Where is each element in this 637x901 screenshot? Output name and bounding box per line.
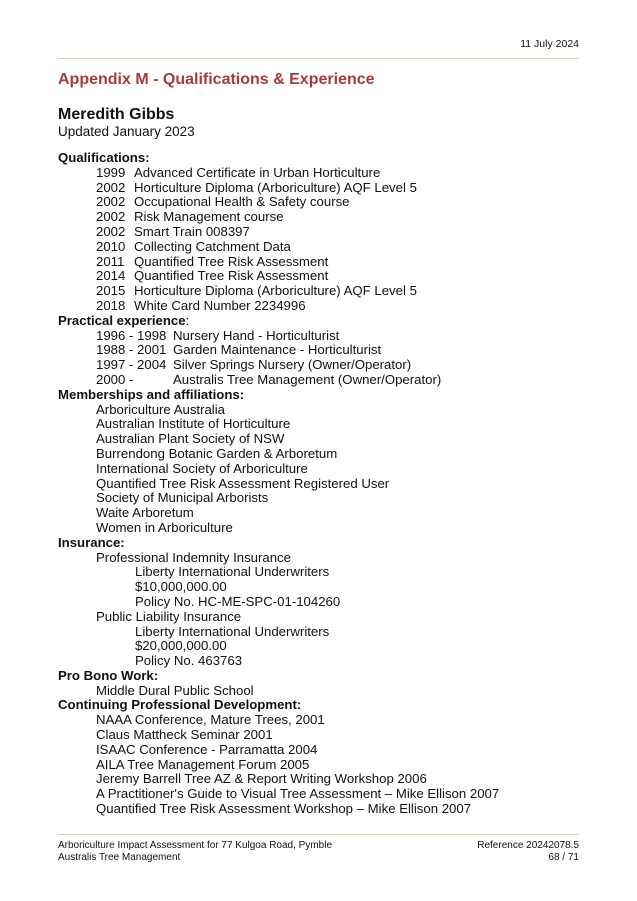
- list-item: [58, 225, 588, 240]
- list-item: AILA Tree Management Forum 2005: [96, 756, 310, 772]
- list-item: [58, 210, 588, 225]
- list-item: NAAA Conference, Mature Trees, 2001: [96, 712, 325, 728]
- insurance-amount: $10,000,000.00: [135, 579, 227, 595]
- qualification-year: 2002: [96, 194, 126, 210]
- qualification-year: 2018: [96, 297, 126, 313]
- qualification-year: 1999: [96, 164, 126, 180]
- cpd-list: [58, 713, 588, 817]
- qualification-text: White Card Number 2234996: [134, 297, 306, 313]
- qualification-year: 2010: [96, 238, 126, 254]
- list-item: Jeremy Barrell Tree AZ & Report Writing Workshop 2006: [96, 771, 427, 787]
- list-item: [58, 329, 588, 344]
- insurance-heading: Insurance:: [58, 534, 125, 550]
- qualification-text: Horticulture Diploma (Arboriculture) AQF Level 5: [134, 179, 417, 195]
- list-item: [58, 181, 588, 196]
- qualification-text: Collecting Catchment Data: [134, 238, 291, 254]
- qualifications-heading: Qualifications:: [58, 150, 150, 165]
- footer: [58, 840, 579, 864]
- qualification-text: Quantified Tree Risk Assessment: [134, 268, 329, 284]
- list-item: A Practitioner's Guide to Visual Tree Assessment – Mike Ellison 2007: [96, 786, 500, 802]
- experience-years: 1988 - 2001: [96, 342, 167, 358]
- footer-reference: Reference 20242078.5: [477, 840, 579, 851]
- list-item: [58, 358, 588, 373]
- footer-page-number: 68 / 71: [548, 852, 579, 863]
- pro-bono-heading: Pro Bono Work:: [58, 667, 159, 683]
- list-item: [58, 240, 588, 255]
- qualification-year: 2014: [96, 268, 126, 284]
- list-item: [58, 255, 588, 270]
- list-item: [58, 284, 588, 299]
- list-item: Waite Arboretum: [96, 505, 194, 521]
- qualification-text: Risk Management course: [134, 209, 284, 225]
- qualification-text: Horticulture Diploma (Arboriculture) AQF Level 5: [134, 283, 417, 299]
- list-item: ISAAC Conference - Parramatta 2004: [96, 741, 318, 757]
- list-item: Middle Dural Public School: [96, 682, 254, 698]
- insurance-title: Professional Indemnity Insurance: [96, 549, 291, 565]
- qualification-text: Smart Train 008397: [134, 223, 250, 239]
- list-item: Australian Plant Society of NSW: [96, 431, 285, 447]
- insurance-amount: $20,000,000.00: [135, 638, 227, 654]
- experience-text: Garden Maintenance - Horticulturist: [173, 342, 382, 358]
- list-item: International Society of Arboriculture: [96, 460, 308, 476]
- person-block: [58, 106, 195, 140]
- footer-divider: [58, 834, 579, 835]
- practical-heading-colon: :: [185, 312, 190, 328]
- list-item: Society of Municipal Arborists: [96, 490, 269, 506]
- list-item: Quantified Tree Risk Assessment Registered User: [96, 475, 390, 491]
- list-item: Quantified Tree Risk Assessment Workshop – Mike Ellison 2007: [96, 801, 472, 817]
- list-item: [58, 373, 588, 388]
- memberships-list: [58, 403, 588, 536]
- experience-text: Australis Tree Management (Owner/Operator): [173, 371, 442, 387]
- list-item: Australian Institute of Horticulture: [96, 416, 291, 432]
- experience-years: 1996 - 1998: [96, 327, 167, 343]
- list-item: Women in Arboriculture: [96, 519, 233, 535]
- insurance-underwriter: Liberty International Underwriters: [135, 564, 330, 580]
- experience-years: 2000 -: [96, 371, 134, 387]
- list-item: [58, 195, 588, 210]
- footer-report-title: Arboriculture Impact Assessment for 77 Kulgoa Road, Pymble: [58, 840, 333, 851]
- appendix-title: Appendix M - Qualifications & Experience: [58, 71, 375, 88]
- insurance-underwriter: Liberty International Underwriters: [135, 623, 330, 639]
- qualification-year: 2002: [96, 209, 126, 225]
- cpd-heading: Continuing Professional Development:: [58, 697, 302, 713]
- footer-company: Australis Tree Management: [58, 852, 181, 863]
- experience-text: Nursery Hand - Horticulturist: [173, 327, 340, 343]
- qualification-year: 2002: [96, 223, 126, 239]
- experience-years: 1997 - 2004: [96, 357, 167, 373]
- memberships-heading: Memberships and affiliations:: [58, 386, 245, 402]
- list-item: Claus Mattheck Seminar 2001: [96, 727, 273, 743]
- experience-text: Silver Springs Nursery (Owner/Operator): [173, 357, 412, 373]
- qualification-text: Occupational Health & Safety course: [134, 194, 350, 210]
- list-item: [58, 343, 588, 358]
- list-item: [58, 166, 588, 181]
- cv-content: [58, 151, 588, 817]
- qualification-year: 2011: [96, 253, 125, 269]
- practical-heading-label: Practical experience: [58, 312, 186, 328]
- header-date: 11 July 2024: [520, 38, 579, 50]
- qualification-year: 2015: [96, 283, 126, 299]
- list-item: Burrendong Botanic Garden & Arboretum: [96, 445, 338, 461]
- person-name: Meredith Gibbs: [58, 106, 175, 123]
- insurance-list: [58, 551, 588, 669]
- pro-bono-list: [58, 684, 588, 699]
- list-item: Arboriculture Australia: [96, 401, 226, 417]
- list-item: [58, 299, 588, 314]
- insurance-policy: Policy No. 463763: [135, 653, 243, 669]
- practical-list: [58, 329, 588, 388]
- list-item: [58, 269, 588, 284]
- practical-heading: [58, 314, 588, 329]
- qualifications-list: [58, 166, 588, 314]
- insurance-policy: Policy No. HC-ME-SPC-01-104260: [135, 593, 341, 609]
- footer-left: [58, 840, 332, 864]
- qualification-text: Quantified Tree Risk Assessment: [134, 253, 329, 269]
- footer-right: [477, 840, 579, 864]
- updated-date: Updated January 2023: [58, 124, 195, 139]
- header-divider: [58, 58, 579, 59]
- insurance-title: Public Liability Insurance: [96, 608, 242, 624]
- qualification-year: 2002: [96, 179, 126, 195]
- qualification-text: Advanced Certificate in Urban Horticulture: [134, 164, 381, 180]
